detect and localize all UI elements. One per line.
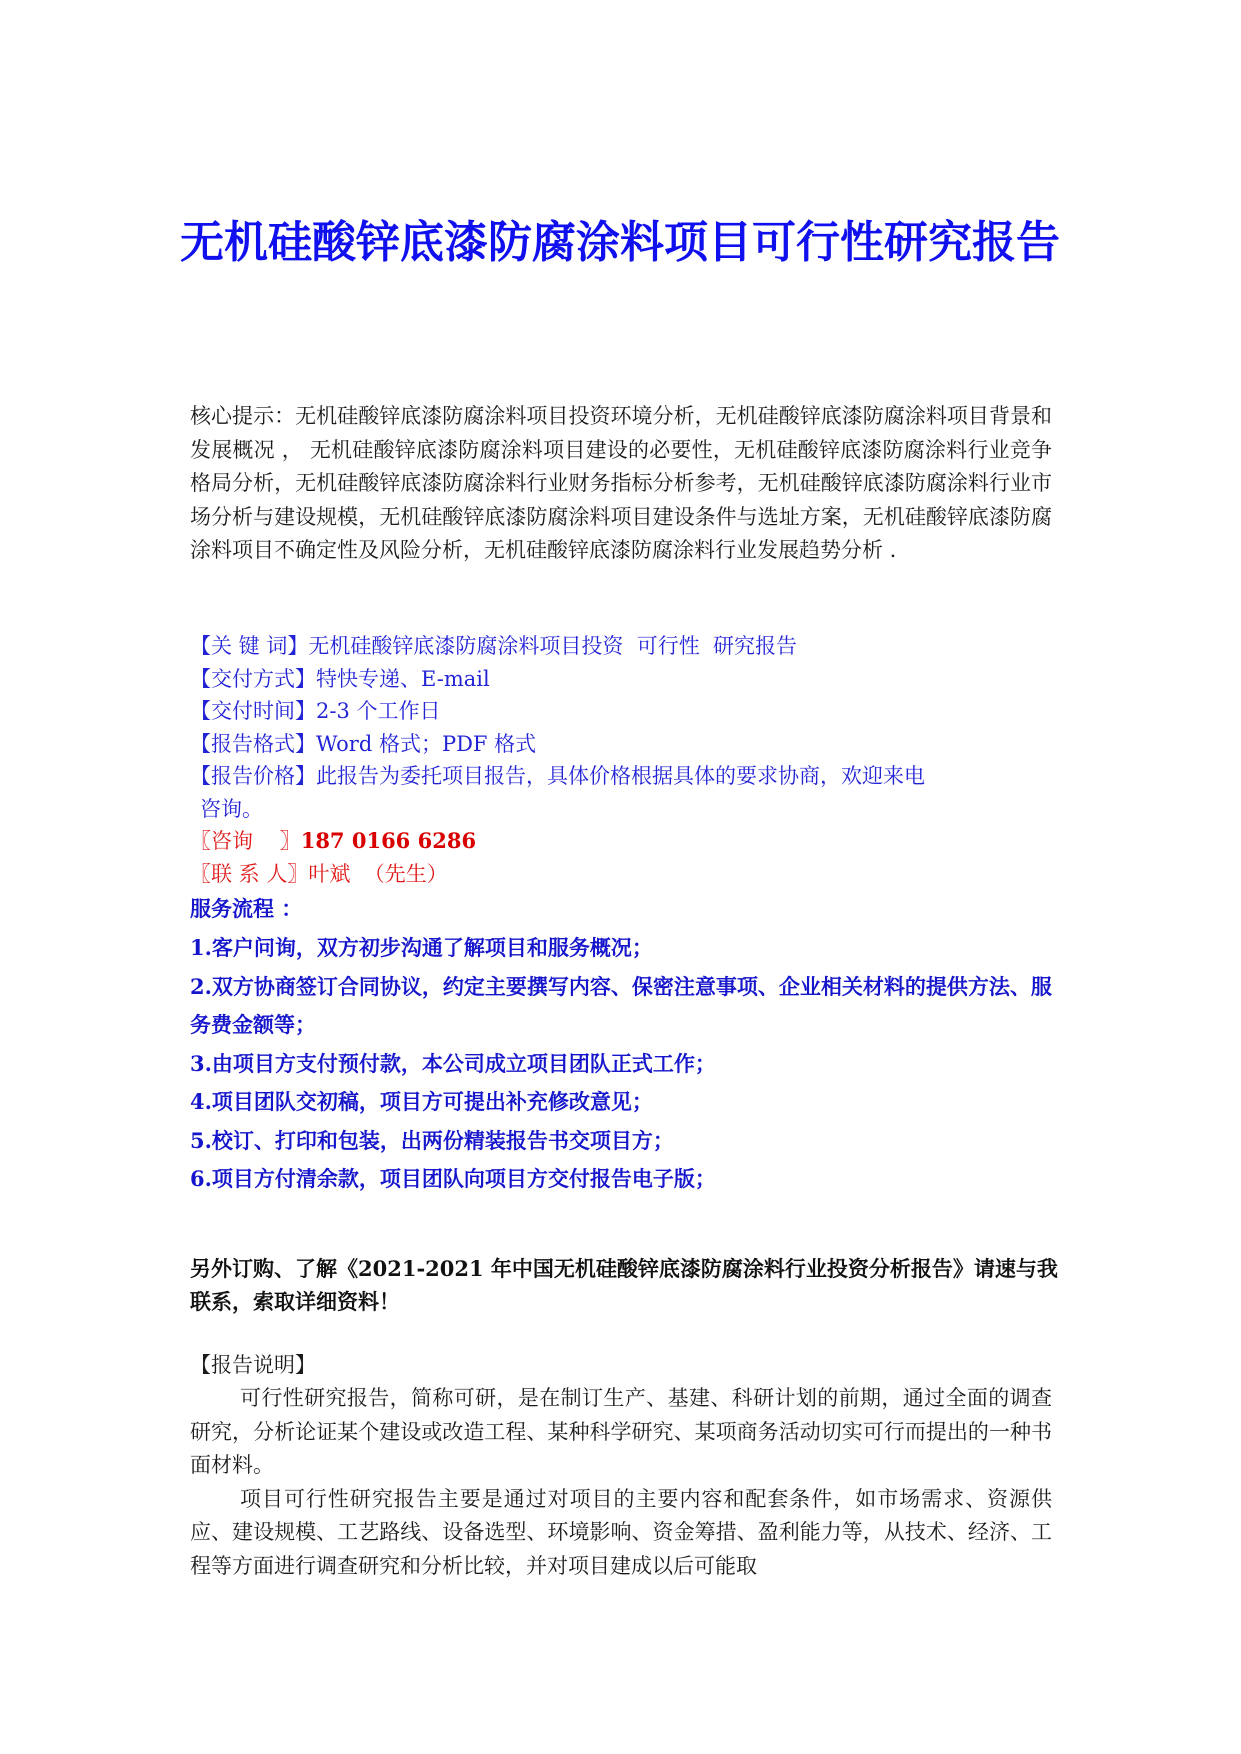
- description-paragraph: 项目可行性研究报告主要是通过对项目的主要内容和配套条件，如市场需求、资源供应、建设规模、工艺路线、设备选型、环境影响、资金筹措、盈利能力等，从技术、经济、工程等方面进行调查研究和分析比较，并对项目建成以后可能取: [190, 1486, 1052, 1578]
- process-step: 5.校订、打印和包装，出两份精装报告书交项目方；: [190, 1127, 674, 1153]
- process-heading: 服务流程 ：: [190, 896, 303, 921]
- meta-time: [190, 695, 1060, 728]
- order-note: 另外订购、了解《2021-2021 年中国无机硅酸锌底漆防腐涂料行业投资分析报告》请速与我联系，索取详细资料！: [190, 1256, 1058, 1314]
- report-meta: [190, 630, 1060, 890]
- meta-label: 【报告格式】: [190, 731, 316, 756]
- meta-label: 〖联 系 人〗: [190, 861, 309, 886]
- summary-paragraph: 核心提示：无机硅酸锌底漆防腐涂料项目投资环境分析，无机硅酸锌底漆防腐涂料项目背景和发展概况 ， 无机硅酸锌底漆防腐涂料项目建设的必要性，无机硅酸锌底漆防腐涂料行业竞争格局分析，无机硅酸锌底漆防腐涂料行业财务指标分析参考，无机硅酸锌底漆防腐涂料行业市场分析与建设规模，无机硅酸锌底漆防腐涂料项目建设条件与选址方案，无机硅酸锌底漆防腐涂料项目不确定性及风险分析，无机硅酸锌底漆防腐涂料行业发展趋势分析 .: [190, 404, 1052, 562]
- process-step: 2.双方协商签订合同协议，约定主要撰写内容、保密注意事项、企业相关材料的提供方法、服务费金额等；: [190, 973, 1052, 1037]
- meta-price: [190, 760, 1060, 825]
- meta-consult: [190, 825, 1060, 858]
- meta-contact: [190, 858, 1060, 891]
- meta-value: Word 格式；PDF 格式: [316, 731, 537, 756]
- meta-value: 2-3 个工作日: [316, 699, 441, 723]
- meta-label: 〖咨询 〗: [190, 829, 301, 853]
- meta-label: 【报告价格】: [190, 764, 316, 788]
- report-description: [190, 1349, 1052, 1583]
- meta-value: 无机硅酸锌底漆防腐涂料项目投资 可行性 研究报告: [308, 634, 798, 658]
- meta-delivery: [190, 663, 1060, 696]
- meta-keywords: [190, 630, 1060, 663]
- document-title: 无机硅酸锌底漆防腐涂料项目可行性研究报告: [180, 217, 1060, 268]
- process-step: 6.项目方付清余款，项目团队向项目方交付报告电子版；: [190, 1166, 716, 1191]
- consult-phone: 187 0166 6286: [300, 828, 477, 853]
- meta-label: 【交付方式】: [190, 666, 316, 691]
- meta-value: 叶斌 （先生）: [308, 861, 448, 886]
- process-step: 1.客户问询，双方初步沟通了解项目和服务概况；: [190, 935, 653, 960]
- process-step: 3.由项目方支付预付款，本公司成立项目团队正式工作；: [190, 1050, 716, 1076]
- meta-value: 特快专递、E-mail: [316, 666, 490, 691]
- meta-format: [190, 728, 1060, 761]
- meta-label: 【交付时间】: [190, 699, 316, 723]
- service-process: [190, 893, 1052, 1199]
- description-paragraph: 可行性研究报告，简称可研，是在制订生产、基建、科研计划的前期，通过全面的调查研究，分析论证某个建设或改造工程、某种科学研究、某项商务活动切实可行而提出的一种书面材料。: [190, 1386, 1052, 1477]
- meta-value: 此报告为委托项目报告，具体价格根据具体的要求协商，欢迎来电: [316, 764, 925, 788]
- meta-label: 【关 键 词】: [190, 634, 309, 658]
- process-step: 4.项目团队交初稿，项目方可提出补充修改意见；: [190, 1089, 653, 1114]
- meta-value-continued: 咨询。: [200, 796, 263, 821]
- description-label: 【报告说明】: [190, 1353, 316, 1377]
